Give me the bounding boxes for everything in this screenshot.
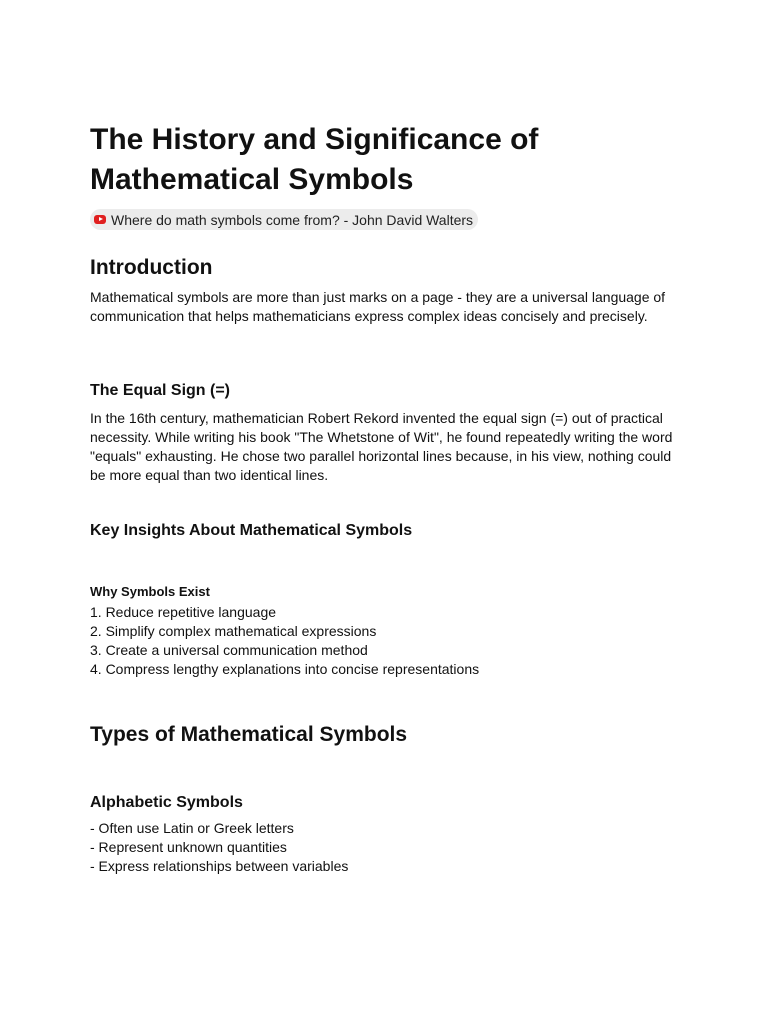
list-item: 1. Reduce repetitive language xyxy=(90,604,277,620)
list-item: 4. Compress lengthy explanations into concise representations xyxy=(90,661,480,677)
video-link[interactable] xyxy=(90,209,478,230)
equal-sign-text: In the 16th century, mathematician Robert Rekord invented the equal sign (=) out of practical necessity. While writing his book "The Whetstone of Wit", he found repeatedly writing the word "equals" exhausting. He chose two parallel horizontal lines because, in his view, nothing could be more equal than two identical lines. xyxy=(90,410,673,483)
youtube-icon xyxy=(94,215,106,224)
key-insights-heading: Key Insights About Mathematical Symbols xyxy=(90,522,413,539)
introduction-heading: Introduction xyxy=(90,256,213,279)
list-item: - Represent unknown quantities xyxy=(90,839,287,855)
why-symbols-heading: Why Symbols Exist xyxy=(90,584,210,599)
video-link-label: Where do math symbols come from? - John David Walters xyxy=(111,211,474,228)
list-item: 3. Create a universal communication method xyxy=(90,642,368,658)
equal-sign-heading: The Equal Sign (=) xyxy=(90,382,231,399)
alphabetic-heading: Alphabetic Symbols xyxy=(90,794,243,811)
list-item: 2. Simplify complex mathematical expressions xyxy=(90,623,377,639)
page-title: The History and Significance of Mathematical Symbols xyxy=(90,123,539,196)
why-symbols-list xyxy=(90,603,479,679)
list-item: - Often use Latin or Greek letters xyxy=(90,820,294,836)
types-heading: Types of Mathematical Symbols xyxy=(90,723,408,746)
list-item: - Express relationships between variables xyxy=(90,858,349,874)
alphabetic-list xyxy=(90,819,348,876)
introduction-text: Mathematical symbols are more than just marks on a page - they are a universal language of communication that helps mathematicians express complex ideas concisely and precisely. xyxy=(90,289,666,324)
